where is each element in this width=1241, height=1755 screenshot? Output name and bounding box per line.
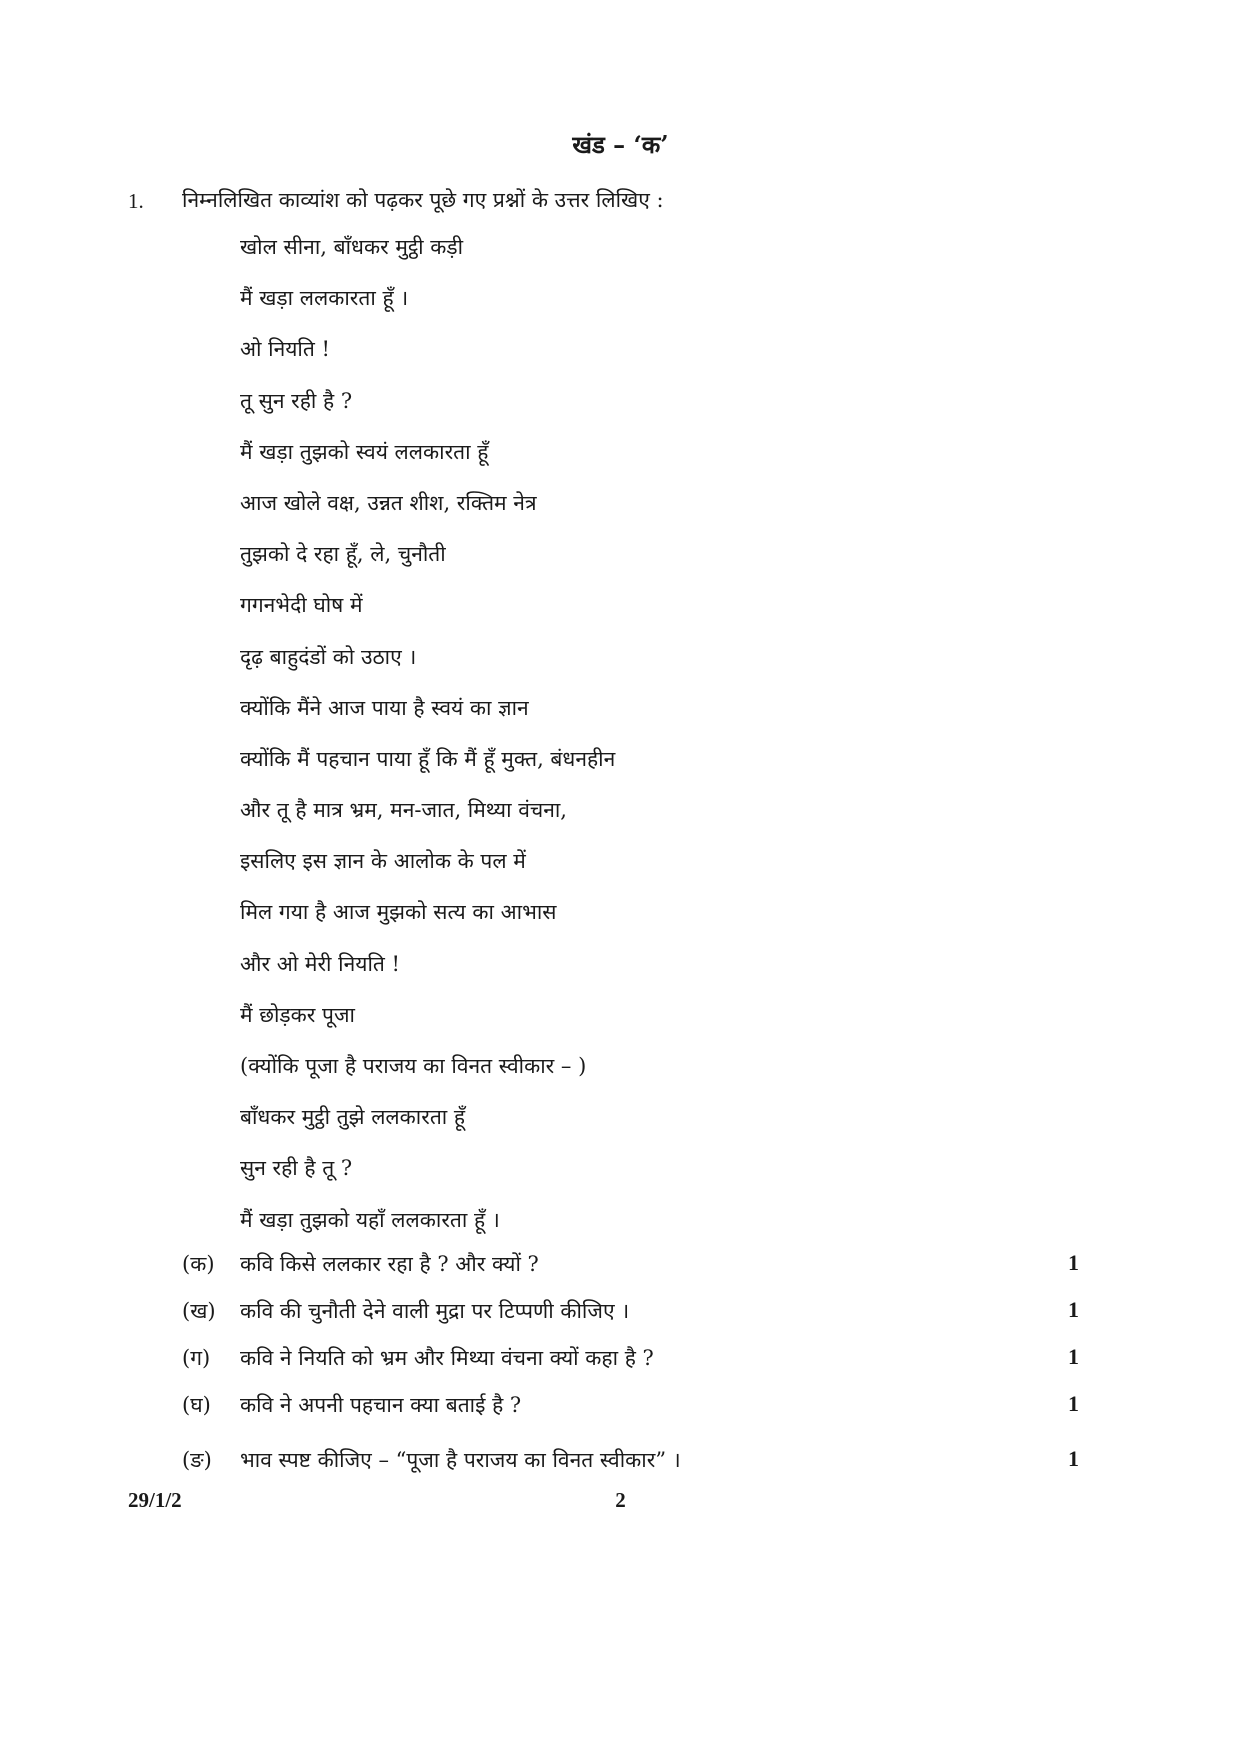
poem-line: क्योंकि मैं पहचान पाया हूँ कि मैं हूँ मुक्त, बंधनहीन xyxy=(240,746,616,771)
sub-question-text: कवि ने अपनी पहचान क्या बताई है ? xyxy=(240,1393,522,1417)
sub-question-marks: 1 xyxy=(1068,1344,1079,1369)
poem-line: इसलिए इस ज्ञान के आलोक के पल में xyxy=(240,849,526,874)
sub-question-label: (ग) xyxy=(182,1346,211,1370)
sub-question-label: (क) xyxy=(182,1252,215,1276)
paper-code: 29/1/2 xyxy=(128,1488,182,1512)
sub-question xyxy=(0,1297,1241,1331)
poem-line: आज खोले वक्ष, उन्नत शीश, रक्तिम नेत्र xyxy=(240,490,537,515)
sub-question-marks: 1 xyxy=(1068,1391,1079,1416)
sub-question-label: (ङ) xyxy=(182,1448,212,1472)
poem-line: बाँधकर मुट्ठी तुझे ललकारता हूँ xyxy=(240,1105,466,1130)
poem-passage xyxy=(240,232,615,1256)
sub-question xyxy=(0,1344,1241,1378)
poem-line: सुन रही है तू ? xyxy=(240,1156,353,1181)
poem-line: दृढ़ बाहुदंडों को उठाए । xyxy=(240,644,417,669)
sub-question-text: कवि किसे ललकार रहा है ? और क्यों ? xyxy=(240,1252,539,1276)
poem-line: तू सुन रही है ? xyxy=(240,388,353,413)
sub-question-text: कवि ने नियति को भ्रम और मिथ्या वंचना क्यों कहा है ? xyxy=(240,1346,654,1370)
question-instruction: निम्नलिखित काव्यांश को पढ़कर पूछे गए प्रश्नों के उत्तर लिखिए : xyxy=(182,188,664,212)
poem-line: और ओ मेरी नियति ! xyxy=(240,951,400,976)
poem-line: तुझको दे रहा हूँ, ले, चुनौती xyxy=(240,542,446,567)
poem-line: (क्योंकि पूजा है पराजय का विनत स्वीकार – ) xyxy=(240,1054,587,1078)
poem-line: और तू है मात्र भ्रम, मन-जात, मिथ्या वंचना, xyxy=(240,798,567,823)
sub-question-label: (ख) xyxy=(182,1299,216,1323)
sub-question-text: कवि की चुनौती देने वाली मुद्रा पर टिप्पणी कीजिए । xyxy=(240,1299,630,1323)
poem-line: मैं खड़ा तुझको स्वयं ललकारता हूँ xyxy=(240,439,489,464)
section-heading: खंड – ‘क’ xyxy=(572,130,669,159)
sub-question xyxy=(0,1446,1241,1480)
poem-line: गगनभेदी घोष में xyxy=(240,593,363,618)
sub-question xyxy=(0,1391,1241,1425)
sub-question xyxy=(0,1250,1241,1284)
poem-line: मैं खड़ा तुझको यहाँ ललकारता हूँ । xyxy=(240,1207,500,1232)
sub-question-marks: 1 xyxy=(1068,1297,1079,1322)
sub-question-marks: 1 xyxy=(1068,1446,1079,1471)
sub-question-marks: 1 xyxy=(1068,1250,1079,1275)
poem-line: खोल सीना, बाँधकर मुट्ठी कड़ी xyxy=(240,235,464,259)
poem-line: क्योंकि मैंने आज पाया है स्वयं का ज्ञान xyxy=(240,695,529,720)
question-number: 1. xyxy=(128,189,144,213)
poem-line: मैं खड़ा ललकारता हूँ । xyxy=(240,286,409,311)
poem-line: ओ नियति ! xyxy=(240,337,330,362)
poem-line: मैं छोड़कर पूजा xyxy=(240,1002,355,1027)
sub-question-label: (घ) xyxy=(182,1393,211,1417)
sub-question-text: भाव स्पष्ट कीजिए – “पूजा है पराजय का विनत स्वीकार” । xyxy=(240,1448,681,1472)
page-number: 2 xyxy=(615,1488,626,1512)
poem-line: मिल गया है आज मुझको सत्य का आभास xyxy=(240,900,557,925)
